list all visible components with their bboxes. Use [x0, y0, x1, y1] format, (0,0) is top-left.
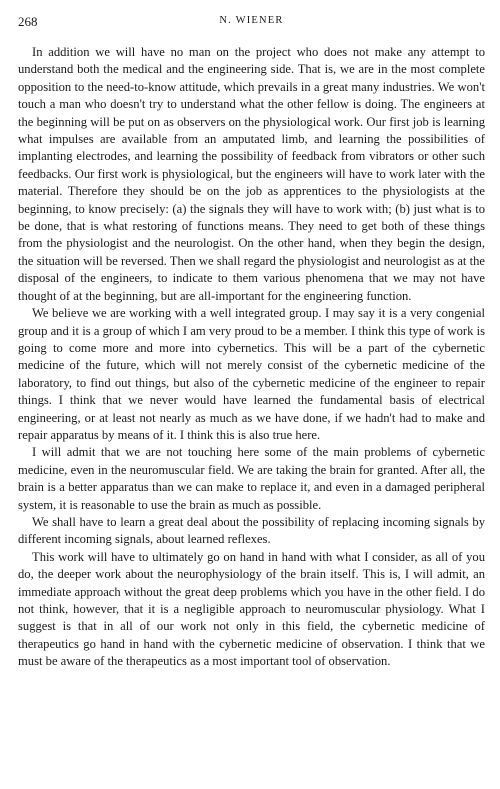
- document-page: [18, 14, 485, 671]
- body-text: [18, 44, 485, 671]
- paragraph: I will admit that we are not touching here some of the main problems of cybernetic medicine, even in the neuromuscular field. We are taking the brain for granted. After all, the brain is a better apparatus than we can make to replace it, and even in a damaged peripheral system, it is reasonable to use the brain as much as possible.: [18, 445, 485, 512]
- page-header: [18, 14, 485, 34]
- running-head: N. WIENER: [219, 15, 284, 26]
- paragraph: In addition we will have no man on the project who does not make any attempt to understand both the medical and the engineering side. That is, we are in the most complete opposition to the need-to-know attitude, which prevails in a great many industries. We won't touch a man who doesn't try to understand what the other fellow is doing. The engineers at the beginning will be put on as observers on the physiological work. Our first job is learning what impulses are available from an amputated limb, and learning the possibilities of implanting electrodes, and learning the possibility of feedback from vibrators or other such feedbacks. Our first work is physiological, but the engineers will have to work later with the material. Therefore they should be on the job as apprentices to the physiologists at the beginning, to know precisely: (a) the signals they will have to work with; (b) just what is to be done, that is what restoring of functions means. They need to get both of these things from the physiologist and the neurologist. On the other hand, when they begin the design, the situation will be reversed. Then we shall regard the physiologist and neurologist as at the disposal of the engineers, to indicate to them various phenomena that we may not have thought of at the beginning, but are all-important for the engineering function.: [18, 45, 485, 303]
- page-number: 268: [18, 14, 38, 29]
- paragraph: We believe we are working with a well integrated group. I may say it is a very congenial group and it is a group of which I am very proud to be a member. I think this type of work is going to come more and more into cybernetics. This will be a part of the cybernetic medicine of the future, which will not merely consist of the cybernetic medicine of the laboratory, to find out things, but also of the cybernetic medicine of the engineer to repair things. I think that we never would have learned the fundamental basis of electrical engineering, or at least not nearly as much as we have done, if we hadn't had to make and repair apparatus by means of it. I think this is also true here.: [18, 306, 485, 442]
- paragraph: We shall have to learn a great deal about the possibility of replacing incoming signals by different incoming signals, about learned reflexes.: [18, 514, 485, 547]
- paragraph: This work will have to ultimately go on hand in hand with what I consider, as all of you do, the deeper work about the neurophysiology of the brain itself. This is, I will admit, an immediate approach without the great deep problems which you have in the other field. I do not think, however, that it is a negligible approach to neuromuscular physiology. What I suggest is that in all of our work not only in this field, the cybernetic medicine of therapeutics go hand in hand with the cybernetic medicine of observation. I think that we must be aware of the therapeutics as a most important tool of observation.: [18, 549, 485, 669]
